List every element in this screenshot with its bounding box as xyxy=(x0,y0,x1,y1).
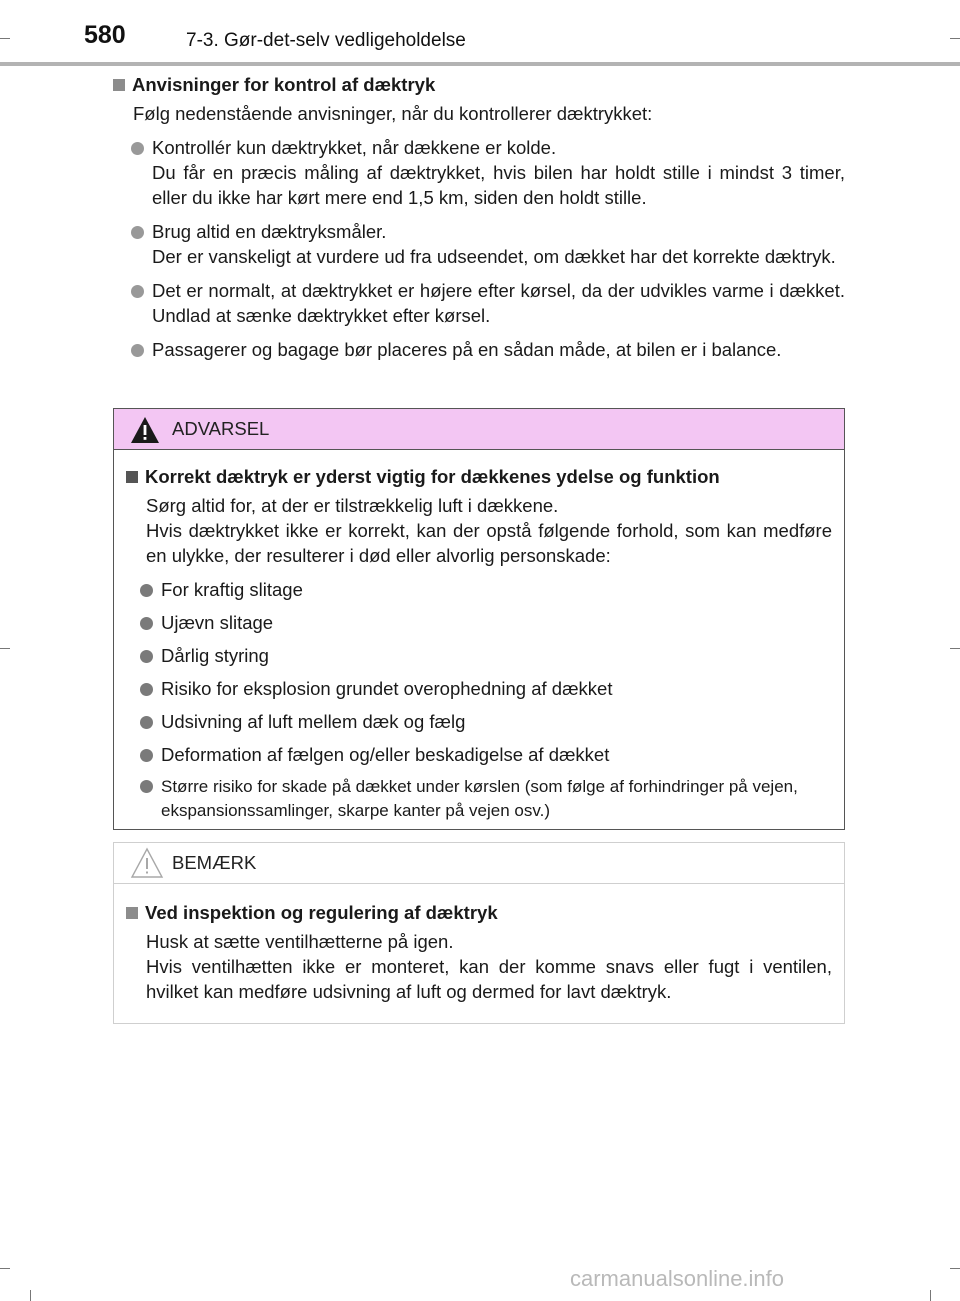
note-label: BEMÆRK xyxy=(172,852,257,873)
list-item xyxy=(126,610,832,635)
warning-box xyxy=(113,408,845,830)
note-body xyxy=(126,900,832,1004)
warning-triangle-icon xyxy=(130,416,160,444)
list-item-text: Kontrollér kun dæktrykket, når dækkene er kolde. xyxy=(152,137,557,158)
list-item-text: For kraftig slitage xyxy=(161,579,303,600)
bullet-icon xyxy=(140,716,153,729)
list-item xyxy=(113,278,845,328)
header-rule xyxy=(0,62,960,66)
page-number: 580 xyxy=(84,21,126,49)
warning-heading xyxy=(126,464,832,490)
intro-text: Følg nedenstående anvisninger, når du kontrollerer dæktrykket: xyxy=(133,103,653,124)
square-bullet-icon xyxy=(113,79,125,91)
warning-label: ADVARSEL xyxy=(172,418,270,439)
list-item-detail: Der er vanskeligt at vurdere ud fra udseendet, om dækket har det korrekte dæktryk. xyxy=(152,246,836,267)
list-item-text: Brug altid en dæktryksmåler. xyxy=(152,221,387,242)
crop-mark xyxy=(930,1290,931,1301)
bullet-icon xyxy=(140,749,153,762)
warning-body xyxy=(126,464,832,823)
list-item-text: Deformation af fælgen og/eller beskadigelse af dækket xyxy=(161,744,610,765)
list-item-text: Ujævn slitage xyxy=(161,612,274,633)
heading-text: Ved inspektion og regulering af dæktryk xyxy=(145,902,498,923)
note-box xyxy=(113,842,845,1024)
warning-text: Sørg altid for, at der er tilstrækkelig luft i dækkene. xyxy=(146,495,559,516)
note-text: Husk at sætte ventilhætterne på igen. xyxy=(146,931,454,952)
square-bullet-icon xyxy=(126,907,138,919)
list-item xyxy=(126,775,832,823)
list-item-text: Større risiko for skade på dækket under kørslen (som følge af forhindringer på vejen, ekspansionssamlinger, skarpe kanter på vejen osv.) xyxy=(161,777,798,820)
list-item-text: Det er normalt, at dæktrykket er højere efter kørsel, da der udvikles varme i dækket. Undlad at sænke dæktrykket efter kørsel. xyxy=(152,280,845,326)
bullet-icon xyxy=(140,617,153,630)
warning-header xyxy=(114,409,844,450)
crop-mark xyxy=(30,1290,31,1301)
list-item-text: Passagerer og bagage bør placeres på en sådan måde, at bilen er i balance. xyxy=(152,339,782,360)
list-item xyxy=(126,643,832,668)
list-item xyxy=(126,676,832,701)
list-item xyxy=(126,709,832,734)
crop-mark xyxy=(0,648,10,649)
bullet-icon xyxy=(131,285,144,298)
list-item xyxy=(113,135,845,210)
note-header xyxy=(114,843,844,884)
note-heading xyxy=(126,900,832,926)
page-header xyxy=(0,0,960,66)
bullet-icon xyxy=(131,142,144,155)
list-item-detail: Du får en præcis måling af dæktrykket, hvis bilen har holdt stille i mindst 3 timer, eller du ikke har kørt mere end 1,5 km, siden den holdt stille. xyxy=(152,162,845,208)
list-item xyxy=(113,219,845,269)
list-item xyxy=(126,577,832,602)
crop-mark xyxy=(950,1268,960,1269)
list-item-text: Dårlig styring xyxy=(161,645,269,666)
watermark: carmanualsonline.info xyxy=(570,1266,785,1291)
list-item xyxy=(113,337,845,362)
square-bullet-icon xyxy=(126,471,138,483)
bullet-icon xyxy=(131,226,144,239)
crop-mark xyxy=(950,648,960,649)
bullet-icon xyxy=(140,683,153,696)
bullet-icon xyxy=(140,584,153,597)
warning-text: Hvis dæktrykket ikke er korrekt, kan der opstå følgende forhold, som kan medføre en ulykke, der resulterer i død eller alvorlig personskade: xyxy=(146,520,832,566)
heading-text: Anvisninger for kontrol af dæktryk xyxy=(132,74,436,95)
list-item xyxy=(126,742,832,767)
section-heading xyxy=(113,72,845,98)
bullet-icon xyxy=(140,780,153,793)
note-text: Hvis ventilhætten ikke er monteret, kan der komme snavs eller fugt i ventilen, hvilket kan medføre udsivning af luft og dermed for lavt dæktryk. xyxy=(146,956,832,1002)
section-title: 7-3. Gør-det-selv vedligeholdelse xyxy=(186,30,466,51)
bullet-icon xyxy=(131,344,144,357)
tire-check-section xyxy=(113,72,845,362)
heading-text: Korrekt dæktryk er yderst vigtig for dækkenes ydelse og funktion xyxy=(145,466,720,487)
list-item-text: Risiko for eksplosion grundet overophedning af dækket xyxy=(161,678,613,699)
caution-triangle-icon xyxy=(130,847,164,879)
crop-mark xyxy=(0,1268,10,1269)
list-item-text: Udsivning af luft mellem dæk og fælg xyxy=(161,711,466,732)
bullet-icon xyxy=(140,650,153,663)
